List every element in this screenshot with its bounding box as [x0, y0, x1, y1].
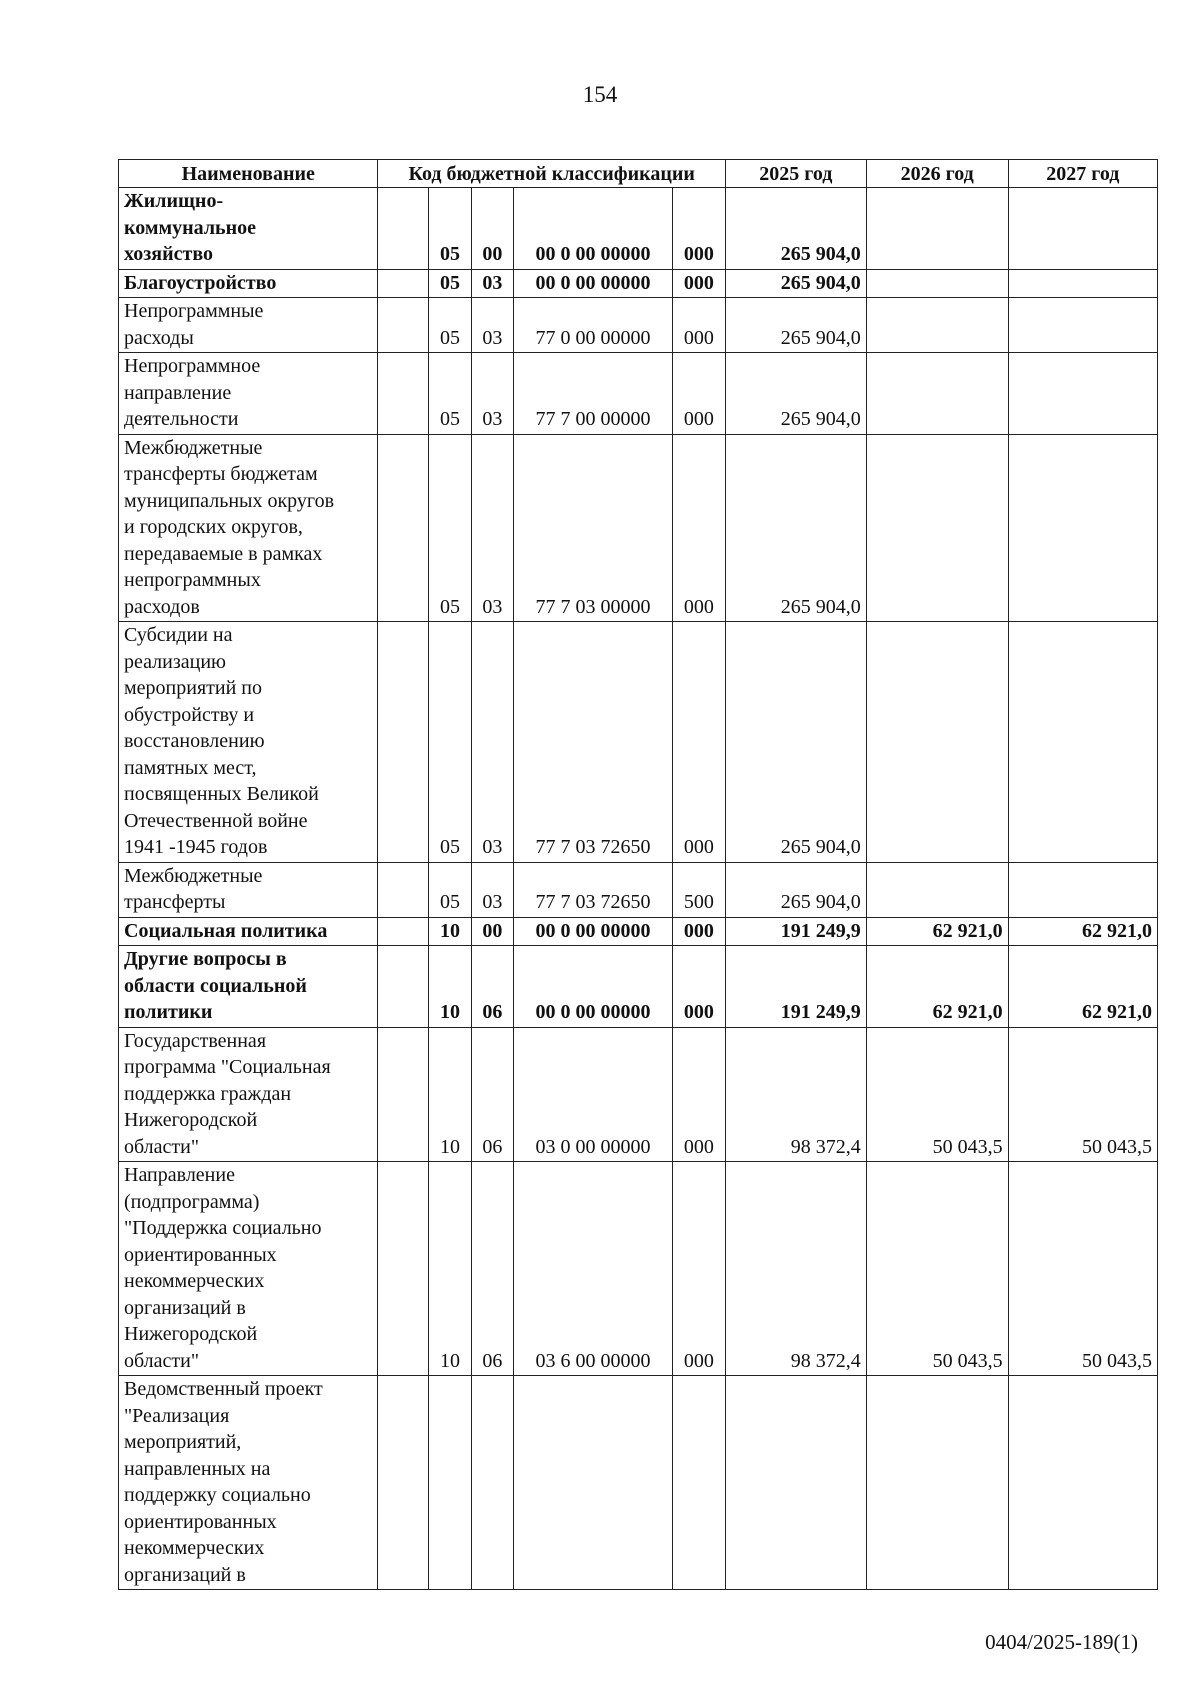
budget-table [118, 159, 1158, 1590]
cell-section: 10 [429, 946, 471, 1028]
cell-blank [378, 434, 429, 622]
cell-section: 05 [429, 353, 471, 435]
cell-name: Межбюджетные трансферты бюджетам муниципальных округов и городских округов, передаваемые в рамках непрограммных расходов [119, 434, 378, 622]
cell-target-code: 77 7 03 72650 [514, 622, 673, 863]
cell-2026 [866, 1376, 1008, 1590]
cell-2025: 265 904,0 [725, 862, 866, 917]
cell-2027: 62 921,0 [1008, 946, 1157, 1028]
cell-subsection: 03 [471, 353, 513, 435]
cell-expense-type: 500 [672, 862, 725, 917]
cell-expense-type: 000 [672, 1027, 725, 1162]
table-row [119, 188, 1158, 270]
cell-expense-type: 000 [672, 353, 725, 435]
table-row [119, 1162, 1158, 1376]
cell-section: 10 [429, 1162, 471, 1376]
cell-blank [378, 1027, 429, 1162]
cell-subsection: 03 [471, 269, 513, 298]
cell-blank [378, 353, 429, 435]
header-name: Наименование [119, 160, 378, 188]
cell-2027 [1008, 353, 1157, 435]
cell-target-code: 03 6 00 00000 [514, 1162, 673, 1376]
cell-expense-type: 000 [672, 622, 725, 863]
cell-name: Жилищно- коммунальное хозяйство [119, 188, 378, 270]
header-2025: 2025 год [725, 160, 866, 188]
cell-2027 [1008, 298, 1157, 353]
cell-expense-type: 000 [672, 917, 725, 946]
table-row [119, 1376, 1158, 1590]
cell-target-code: 77 7 03 72650 [514, 862, 673, 917]
cell-name: Другие вопросы в области социальной политики [119, 946, 378, 1028]
cell-2025: 98 372,4 [725, 1027, 866, 1162]
cell-name: Благоустройство [119, 269, 378, 298]
table-row [119, 917, 1158, 946]
cell-2026 [866, 269, 1008, 298]
cell-2025: 265 904,0 [725, 434, 866, 622]
cell-subsection: 00 [471, 188, 513, 270]
cell-target-code: 00 0 00 00000 [514, 269, 673, 298]
cell-subsection: 03 [471, 298, 513, 353]
cell-name: Межбюджетные трансферты [119, 862, 378, 917]
cell-name: Непрограммное направление деятельности [119, 353, 378, 435]
cell-2027: 50 043,5 [1008, 1162, 1157, 1376]
cell-target-code: 77 7 03 00000 [514, 434, 673, 622]
header-code: Код бюджетной классификации [378, 160, 725, 188]
cell-target-code: 77 7 00 00000 [514, 353, 673, 435]
cell-2025: 265 904,0 [725, 622, 866, 863]
cell-2027: 62 921,0 [1008, 917, 1157, 946]
cell-target-code: 03 0 00 00000 [514, 1027, 673, 1162]
cell-name: Государственная программа "Социальная поддержка граждан Нижегородской области" [119, 1027, 378, 1162]
cell-blank [378, 1162, 429, 1376]
cell-2027 [1008, 269, 1157, 298]
cell-section: 05 [429, 269, 471, 298]
cell-section: 10 [429, 1027, 471, 1162]
cell-name: Субсидии на реализацию мероприятий по обустройству и восстановлению памятных мест, посвященных Великой Отечественной войне 1941 -1945 годов [119, 622, 378, 863]
table-row [119, 1027, 1158, 1162]
cell-subsection: 03 [471, 622, 513, 863]
cell-subsection: 06 [471, 946, 513, 1028]
cell-target-code: 00 0 00 00000 [514, 917, 673, 946]
cell-2026 [866, 298, 1008, 353]
cell-2026 [866, 622, 1008, 863]
cell-expense-type: 000 [672, 946, 725, 1028]
cell-name: Социальная политика [119, 917, 378, 946]
cell-2027 [1008, 434, 1157, 622]
table-row [119, 862, 1158, 917]
cell-2025: 265 904,0 [725, 269, 866, 298]
cell-2027 [1008, 188, 1157, 270]
table-row [119, 946, 1158, 1028]
table-header-row [119, 160, 1158, 188]
cell-section: 05 [429, 188, 471, 270]
cell-2026: 62 921,0 [866, 946, 1008, 1028]
cell-target-code [514, 1376, 673, 1590]
cell-expense-type: 000 [672, 298, 725, 353]
cell-subsection: 03 [471, 862, 513, 917]
page-number: 154 [582, 82, 618, 107]
cell-subsection: 03 [471, 434, 513, 622]
cell-2026 [866, 434, 1008, 622]
cell-expense-type: 000 [672, 269, 725, 298]
cell-2025: 265 904,0 [725, 353, 866, 435]
cell-2026 [866, 862, 1008, 917]
cell-section: 05 [429, 862, 471, 917]
cell-target-code: 00 0 00 00000 [514, 188, 673, 270]
cell-subsection [471, 1376, 513, 1590]
cell-2025: 191 249,9 [725, 946, 866, 1028]
cell-2025: 265 904,0 [725, 298, 866, 353]
cell-name: Ведомственный проект "Реализация мероприятий, направленных на поддержку социально ориентированных некоммерческих организаций в [119, 1376, 378, 1590]
cell-subsection: 06 [471, 1027, 513, 1162]
cell-blank [378, 946, 429, 1028]
table-row [119, 622, 1158, 863]
cell-2025: 191 249,9 [725, 917, 866, 946]
document-number: 0404/2025-189(1) [985, 1630, 1138, 1654]
cell-blank [378, 298, 429, 353]
cell-section: 05 [429, 434, 471, 622]
cell-expense-type: 000 [672, 188, 725, 270]
cell-blank [378, 622, 429, 863]
cell-subsection: 06 [471, 1162, 513, 1376]
table-row [119, 269, 1158, 298]
cell-subsection: 00 [471, 917, 513, 946]
table-row [119, 298, 1158, 353]
cell-section: 10 [429, 917, 471, 946]
table-body [119, 188, 1158, 1590]
header-2026: 2026 год [866, 160, 1008, 188]
cell-2025: 98 372,4 [725, 1162, 866, 1376]
header-2027: 2027 год [1008, 160, 1157, 188]
cell-2027 [1008, 622, 1157, 863]
cell-2026 [866, 188, 1008, 270]
cell-section: 05 [429, 622, 471, 863]
cell-blank [378, 188, 429, 270]
cell-2026: 62 921,0 [866, 917, 1008, 946]
cell-name: Направление (подпрограмма) "Поддержка социально ориентированных некоммерческих организаций в Нижегородской области" [119, 1162, 378, 1376]
cell-2027: 50 043,5 [1008, 1027, 1157, 1162]
cell-name: Непрограммные расходы [119, 298, 378, 353]
cell-2026 [866, 353, 1008, 435]
cell-expense-type [672, 1376, 725, 1590]
cell-2026: 50 043,5 [866, 1162, 1008, 1376]
cell-blank [378, 1376, 429, 1590]
cell-target-code: 00 0 00 00000 [514, 946, 673, 1028]
cell-2025: 265 904,0 [725, 188, 866, 270]
cell-blank [378, 269, 429, 298]
cell-expense-type: 000 [672, 434, 725, 622]
cell-2026: 50 043,5 [866, 1027, 1008, 1162]
cell-2027 [1008, 1376, 1157, 1590]
cell-target-code: 77 0 00 00000 [514, 298, 673, 353]
table-row [119, 434, 1158, 622]
cell-2025 [725, 1376, 866, 1590]
cell-expense-type: 000 [672, 1162, 725, 1376]
cell-2027 [1008, 862, 1157, 917]
cell-blank [378, 917, 429, 946]
cell-section: 05 [429, 298, 471, 353]
cell-blank [378, 862, 429, 917]
cell-section [429, 1376, 471, 1590]
table-row [119, 353, 1158, 435]
